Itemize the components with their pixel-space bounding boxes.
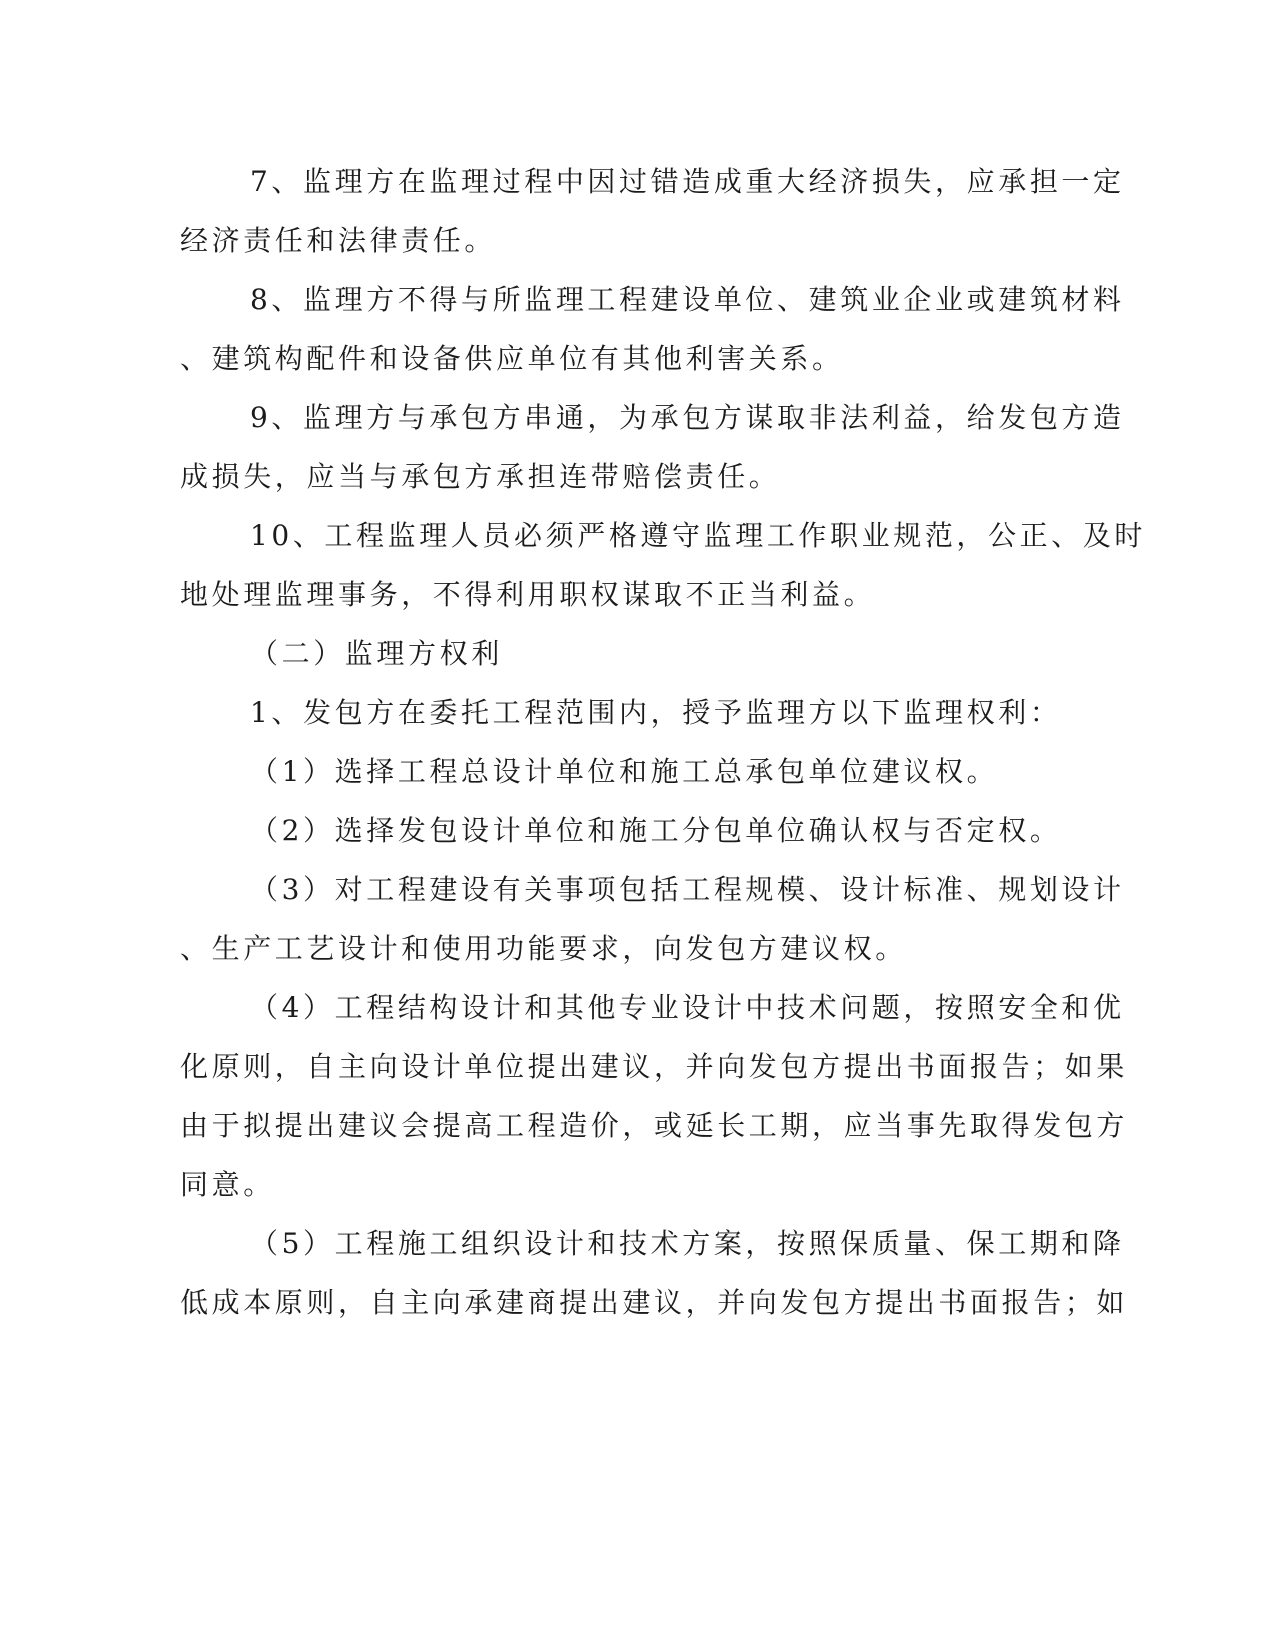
text-line-16: 化原则，自主向设计单位提出建议，并向发包方提出书面报告；如果 (180, 1050, 1129, 1083)
text-line-08: 地处理监理事务，不得利用职权谋取不正当利益。 (180, 578, 876, 611)
text-line-13: （3）对工程建设有关事项包括工程规模、设计标准、规划设计 (250, 873, 1125, 906)
section-heading: （二）监理方权利 (250, 637, 503, 670)
text-line-10: 1、发包方在委托工程范围内，授予监理方以下监理权利： (250, 696, 1062, 729)
text-line-04: 、建筑构配件和设备供应单位有其他利害关系。 (180, 342, 844, 375)
text-line-02: 经济责任和法律责任。 (180, 224, 497, 257)
text-line-07: 10、工程监理人员必须严格遵守监理工作职业规范，公正、及时 (250, 519, 1147, 552)
text-line-11: （1）选择工程总设计单位和施工总承包单位建议权。 (250, 755, 999, 788)
text-line-12: （2）选择发包设计单位和施工分包单位确认权与否定权。 (250, 814, 1062, 847)
text-line-05: 9、监理方与承包方串通，为承包方谋取非法利益，给发包方造 (250, 401, 1125, 434)
text-line-06: 成损失，应当与承包方承担连带赔偿责任。 (180, 460, 781, 493)
text-line-01: 7、监理方在监理过程中因过错造成重大经济损失，应承担一定 (250, 165, 1125, 198)
text-line-03: 8、监理方不得与所监理工程建设单位、建筑业企业或建筑材料 (250, 283, 1125, 316)
text-line-18: 同意。 (180, 1168, 275, 1201)
text-line-14: 、生产工艺设计和使用功能要求，向发包方建议权。 (180, 932, 907, 965)
text-line-17: 由于拟提出建议会提高工程造价，或延长工期，应当事先取得发包方 (180, 1109, 1129, 1142)
text-line-20: 低成本原则，自主向承建商提出建议，并向发包方提出书面报告；如 (180, 1286, 1129, 1319)
text-line-19: （5）工程施工组织设计和技术方案，按照保质量、保工期和降 (250, 1227, 1125, 1260)
text-line-15: （4）工程结构设计和其他专业设计中技术问题，按照安全和优 (250, 991, 1125, 1024)
